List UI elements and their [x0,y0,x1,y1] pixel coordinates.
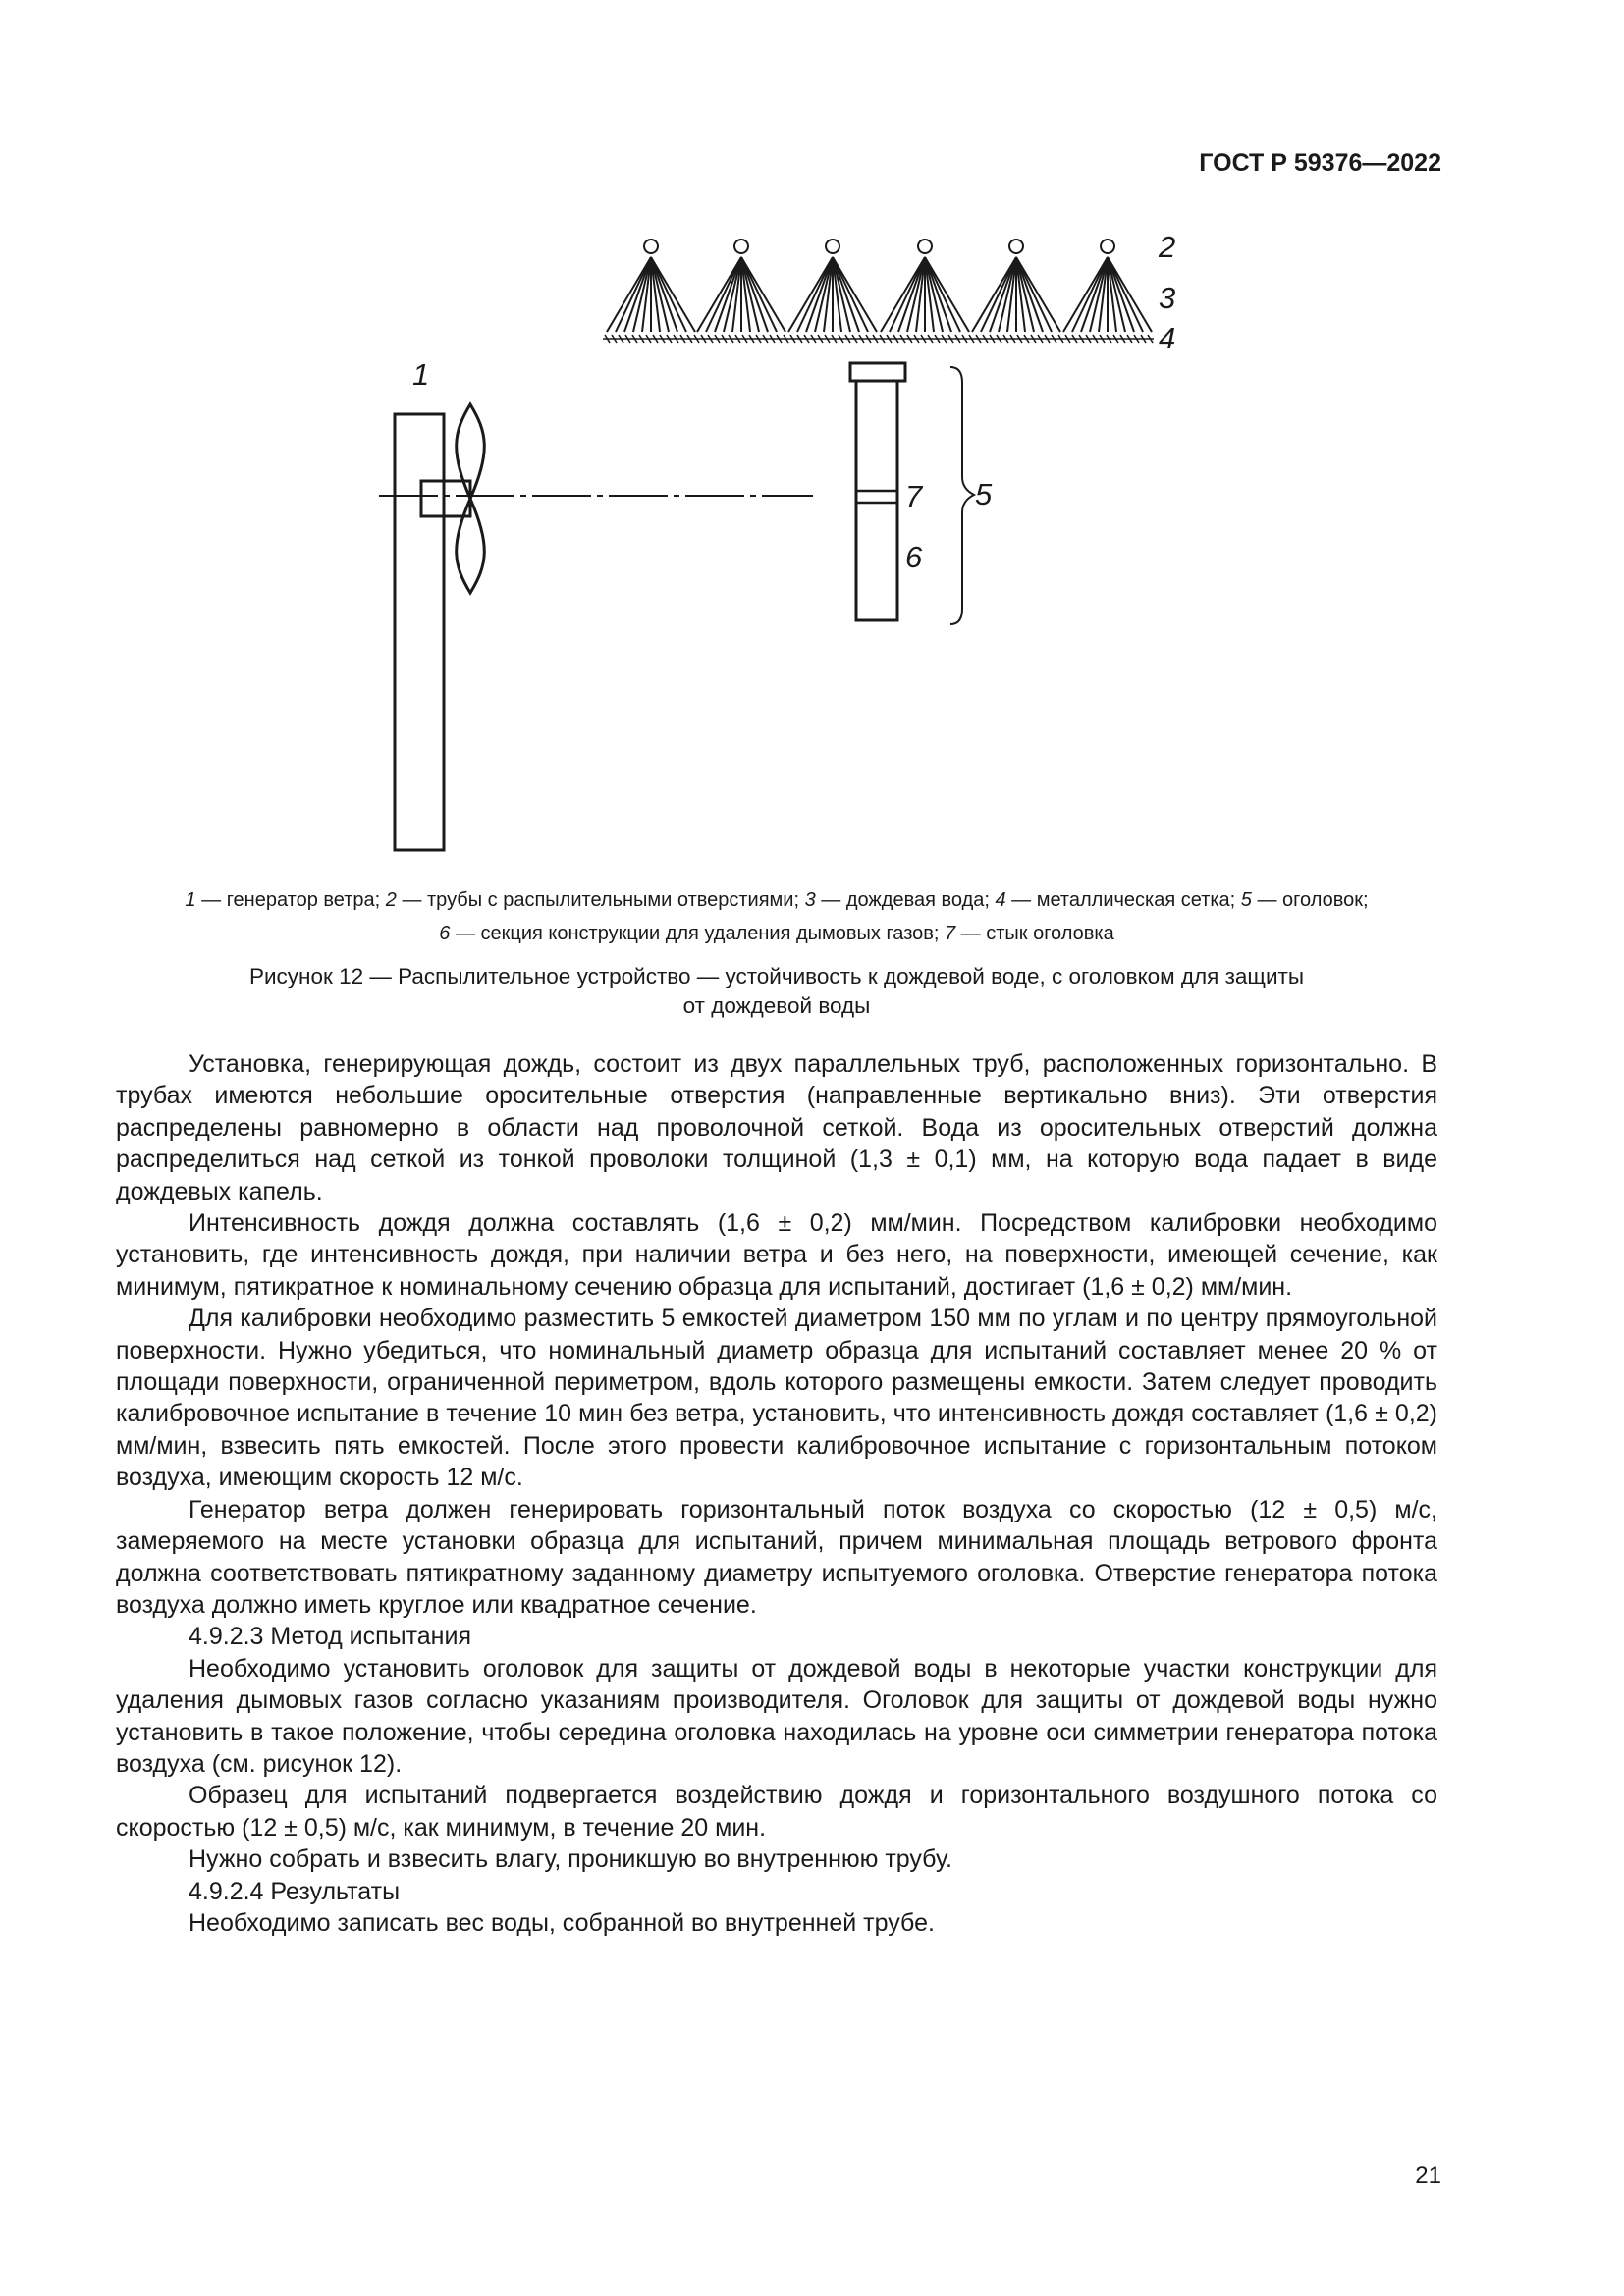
wind-generator-hub [421,481,470,516]
figure-caption [116,962,1437,1021]
paragraph: Образец для испытаний подвергается воздействию дождя и горизонтального воздушного потока со скоростью (12 ± 0,5) м/с, как минимум, в течение 20 мин. [116,1782,1437,1842]
nozzle-hole [644,240,658,253]
paragraph: Установка, генерирующая дождь, состоит из двух параллельных труб, расположенных горизонтально. В трубах имеются небольшие оросительные отверстия (направленные вертикально вниз). Эти отверстия распределены равномерно в области над проволочной сеткой. Вода из оросительных отверстий должна распределиться над сеткой из тонкой проволоки толщиной (1,3 ± 0,1) мм, на которую вода падает в виде дождевых капель. [116,1050,1437,1205]
label-7: 7 [905,479,923,513]
paragraph: Генератор ветра должен генерировать горизонтальный поток воздуха со скоростью (12 ± 0,5) м/с, замеряемого на месте установки образца для испытаний, причем минимальная площадь ветрового фронта должна соответствовать пятикратному заданному диаметру испытуемого оголовка. Отверстие генератора потока воздуха должно иметь круглое или квадратное сечение. [116,1495,1437,1619]
rain-stream [1108,257,1125,332]
label-2: 2 [1159,230,1176,264]
rain-stream [741,257,759,332]
rain-stream [633,257,651,332]
spray-nozzle [972,240,1060,332]
legend-text: — стык оголовка [955,923,1114,944]
figure-12-diagram [0,0,1624,883]
paragraph: Необходимо установить оголовок для защиты от дождевой воды в некоторые участки конструкции для удаления дымовых газов согласно указаниям производителя. Оголовок для защиты от дождевой воды нужно установить в такое положение, чтобы середина оголовка находилась на уровне оси симметрии генератора потока воздуха (см. рисунок 12). [116,1654,1437,1778]
label-3: 3 [1159,281,1176,315]
figure-legend [116,883,1437,950]
spray-nozzle [1063,240,1152,332]
spray-nozzle [788,240,877,332]
cowl-brace [950,367,974,624]
label-1: 1 [412,357,430,392]
nozzle-hole [1101,240,1114,253]
chimney-section [856,381,897,620]
rain-stream [1016,257,1034,332]
rain-stream [999,257,1016,332]
rain-stream [833,257,850,332]
legend-line-1 [116,883,1437,917]
spray-nozzle [881,240,969,332]
legend-num: 6 [439,923,451,944]
caption-line: Рисунок 12 — Распылительное устройство — устойчивость к дождевой воде, с оголовком для защиты [248,964,1304,988]
section-heading: 4.9.2.4 Результаты [189,1877,401,1905]
paragraph: Необходимо записать вес воды, собранной во внутренней трубе. [189,1908,935,1937]
label-4: 4 [1159,321,1176,355]
nozzle-hole [734,240,748,253]
legend-text: — дождевая вода; [815,889,996,911]
rain-stream [925,257,943,332]
legend-num: 2 [385,889,397,911]
nozzle-hole [1009,240,1023,253]
spray-nozzles [607,240,1152,332]
metal-mesh [603,335,1154,343]
body-text [116,1048,1437,1939]
document-header: ГОСТ Р 59376—2022 [1199,149,1441,177]
spray-nozzle [607,240,695,332]
legend-num: 3 [804,889,816,911]
nozzle-hole [918,240,932,253]
rain-stream [651,257,669,332]
legend-text: — оголовок; [1251,889,1369,911]
legend-text: — секция конструкции для удаления дымовых газов; [450,923,945,944]
legend-text: — металлическая сетка; [1005,889,1241,911]
label-5: 5 [975,477,993,511]
caption-line: от дождевой воды [682,993,871,1018]
page-number: 21 [1415,2163,1441,2189]
legend-num: 5 [1240,889,1252,911]
legend-num: 1 [185,889,196,911]
rain-stream [815,257,833,332]
nozzle-hole [826,240,839,253]
legend-num: 4 [995,889,1006,911]
legend-num: 7 [945,923,956,944]
legend-line-2 [116,917,1437,950]
paragraph: Для калибровки необходимо разместить 5 емкостей диаметром 150 мм по углам и по центру прямоугольной поверхности. Нужно убедиться, что номинальный диаметр образца для испытаний составляет менее 20 % от площади поверхности, ограниченной периметром, вдоль которого размещены емкости. Затем следует проводить калибровочное испытание в течение 10 мин без ветра, установить, что интенсивность дождя составляет (1,6 ± 0,2) мм/мин, взвесить пять емкостей. После этого провести калибровочное испытание с горизонтальным потоком воздуха, имеющим скорость 12 м/с. [116,1305,1437,1492]
cowl-cap [850,363,905,381]
section-heading: 4.9.2.3 Метод испытания [189,1623,471,1651]
paragraph: Интенсивность дождя должна составлять (1,6 ± 0,2) мм/мин. Посредством калибровки необходимо установить, где интенсивность дождя, при наличии ветра и без него, на поверхности, имеющей сечение, как минимум, пятикратное к номинальному сечению образца для испытаний, достигает (1,6 ± 0,2) мм/мин. [116,1209,1437,1301]
spray-nozzle [697,240,785,332]
paragraph: Нужно собрать и взвесить влагу, проникшую во внутреннюю трубу. [189,1845,952,1874]
rain-stream [907,257,925,332]
label-6: 6 [905,540,923,574]
legend-text: — генератор ветра; [195,889,386,911]
rain-stream [1090,257,1108,332]
legend-text: — трубы с распылительными отверстиями; [396,889,805,911]
rain-stream [724,257,741,332]
